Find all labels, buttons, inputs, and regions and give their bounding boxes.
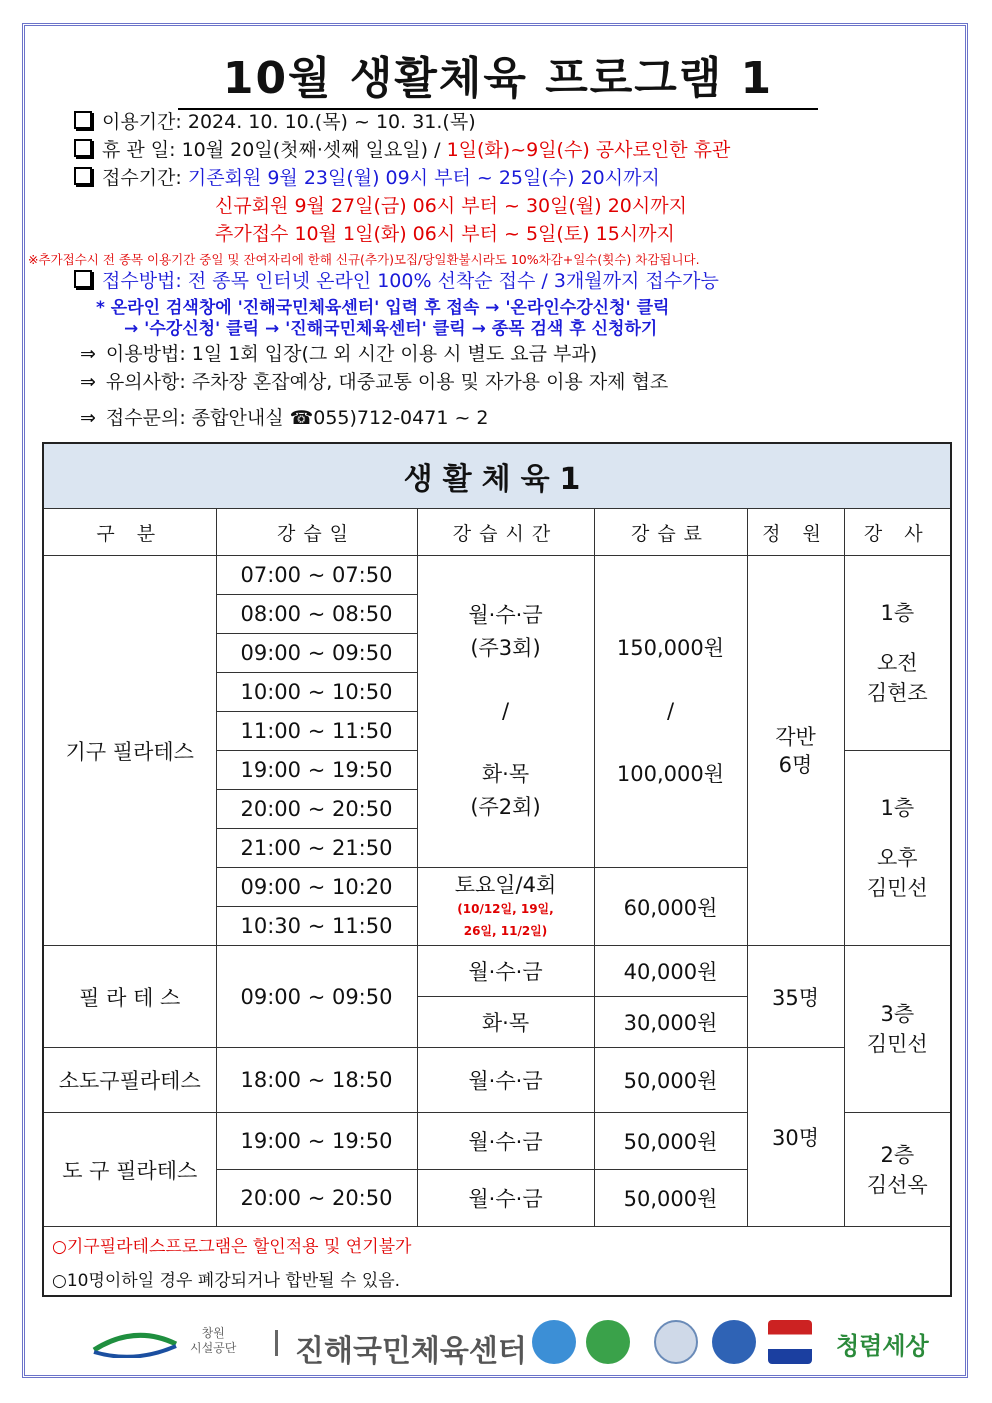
- days-tt-count: (주2회): [470, 795, 541, 819]
- time-slot: 20:00 ~ 20:50: [216, 1170, 417, 1227]
- time-slot: 10:00 ~ 10:50: [216, 673, 417, 712]
- time-slot: 07:00 ~ 07:50: [216, 556, 417, 595]
- header-fee: 강습료: [594, 509, 747, 556]
- closed-label: 휴 관 일:: [102, 139, 176, 161]
- table-header-row: [43, 509, 951, 556]
- time-slot: 11:00 ~ 11:50: [216, 712, 417, 751]
- instructor-floor: 1층: [880, 796, 915, 820]
- fee-small-equipment: 50,000원: [594, 1048, 747, 1113]
- time-slot: 10:30 ~ 11:50: [216, 907, 417, 946]
- time-slot: 09:00 ~ 10:20: [216, 868, 417, 907]
- time-slot: 09:00 ~ 09:50: [216, 634, 417, 673]
- corp-name: [190, 1326, 236, 1356]
- certification-badge-icon: [712, 1320, 756, 1364]
- capacity-label: 각반: [775, 724, 816, 749]
- method-step1: * 온라인 검색창에 '진해국민체육센터' 입력 후 접속 → '온라인수강신청' 클릭: [96, 298, 670, 318]
- arrow-icon: ⇒: [80, 407, 96, 429]
- registration-additional: 추가접수 10월 1일(화) 06시 부터 ~ 5일(토) 15시까지: [215, 223, 675, 245]
- center-name: 진해국민체육센터: [295, 1334, 527, 1369]
- corp-name-line2: 시설공단: [190, 1341, 237, 1355]
- instructor-morning: [844, 556, 951, 751]
- capacity-pilates: 35명: [747, 946, 844, 1048]
- capacity-30: 30명: [747, 1048, 844, 1227]
- usage-text: 이용방법: 1일 1회 입장(그 외 시간 이용 시 별도 요금 부과): [105, 343, 598, 365]
- days-mwf: 월·수·금: [417, 946, 594, 997]
- mascot-icon: [586, 1320, 630, 1364]
- days-mwf: 월·수·금: [417, 1170, 594, 1227]
- fee-saturday: 60,000원: [594, 868, 747, 946]
- time-slot: 19:00 ~ 19:50: [216, 1113, 417, 1170]
- instructor-floor: 2층: [880, 1142, 915, 1167]
- days-tt: 화·목: [417, 997, 594, 1048]
- arrow-icon: ⇒: [80, 343, 96, 365]
- time-slot: 21:00 ~ 21:50: [216, 829, 417, 868]
- instructor-session: 오전: [877, 651, 918, 675]
- fee-equipment: [594, 556, 747, 868]
- ccm-badge-icon: [654, 1320, 698, 1364]
- service-award-icon: [768, 1320, 812, 1364]
- instructor-name: 김민선: [866, 1032, 928, 1056]
- time-slot: 09:00 ~ 09:50: [216, 946, 417, 1048]
- instructor-2f: [844, 1113, 951, 1227]
- days-separator: /: [501, 699, 510, 723]
- fee-tt: 30,000원: [594, 997, 747, 1048]
- mascot-icon: [532, 1320, 576, 1364]
- days-mwf: 월·수·금: [468, 603, 543, 627]
- header-category: 구 분: [43, 509, 216, 556]
- info-caution: [80, 370, 668, 394]
- days-tt: 화·목: [481, 762, 530, 786]
- days-mwf: 월·수·금: [417, 1048, 594, 1113]
- instructor-3f: [844, 946, 951, 1113]
- fee-separator: /: [666, 699, 675, 723]
- clean-world-logo: 청렴세상: [836, 1332, 929, 1360]
- time-slot: 19:00 ~ 19:50: [216, 751, 417, 790]
- fee-mwf: 150,000원: [616, 636, 725, 660]
- fee-tool-a: 50,000원: [594, 1113, 747, 1170]
- saturday-dates: (10/12일, 19일,: [457, 901, 554, 916]
- instructor-name: 김현조: [866, 681, 928, 705]
- closed-notice: 1일(화)~9일(수) 공사로인한 휴관: [446, 139, 731, 161]
- table-banner: 생활체육1: [43, 443, 951, 509]
- capacity-equipment: [747, 556, 844, 946]
- checkbox-icon: [74, 139, 92, 157]
- method-text: 접수방법: 전 종목 인터넷 온라인 100% 선착순 접수 / 3개월까지 접수가능: [102, 270, 719, 292]
- info-registration: [74, 166, 660, 190]
- header-days: 강습시간: [417, 509, 594, 556]
- days-mwf: 월·수·금: [417, 1113, 594, 1170]
- footnote-cancel: ○10명이하일 경우 폐강되거나 합반될 수 있음.: [43, 1261, 951, 1296]
- info-contact: [80, 406, 489, 430]
- program-equipment-pilates: 기구 필라테스: [43, 556, 216, 946]
- program-pilates: 필 라 테 스: [43, 946, 216, 1048]
- footnote-discount: ○기구필라테스프로그램은 할인적용 및 연기불가: [43, 1227, 951, 1262]
- schedule-table: [42, 442, 952, 1297]
- page-title: 10월 생활체육 프로그램 1: [178, 50, 818, 110]
- time-slot: 08:00 ~ 08:50: [216, 595, 417, 634]
- info-usage: [80, 342, 597, 366]
- header-time: 강습일: [216, 509, 417, 556]
- instructor-name: 김선옥: [866, 1172, 928, 1197]
- registration-label: 접수기간:: [102, 167, 182, 189]
- period-value: 2024. 10. 10.(목) ~ 10. 31.(목): [187, 111, 476, 133]
- header-instructor: 강 사: [844, 509, 951, 556]
- contact-text: 접수문의: 종합안내실 ☎055)712-0471 ~ 2: [105, 407, 489, 429]
- closed-value: 10월 20일(첫째·셋째 일요일) /: [181, 139, 441, 161]
- saturday-label: 토요일/4회: [454, 872, 557, 897]
- days-saturday: [417, 868, 594, 946]
- method-step2: → '수강신청' 클릭 → '진해국민체육센터' 클릭 → 종목 검색 후 신청하기: [124, 319, 658, 339]
- checkbox-icon: [74, 111, 92, 129]
- corp-name-line1: 창원: [201, 1326, 225, 1340]
- time-slot: 18:00 ~ 18:50: [216, 1048, 417, 1113]
- instructor-name: 김민선: [866, 876, 928, 900]
- time-slot: 20:00 ~ 20:50: [216, 790, 417, 829]
- capacity-value: 6명: [778, 752, 813, 777]
- days-equipment: [417, 556, 594, 868]
- registration-note: ※추가접수시 전 종목 이용기간 중일 및 잔여자리에 한해 신규(추가)모집/당일환불시라도 10%차감+일수(횟수) 차감됩니다.: [28, 252, 700, 267]
- checkbox-icon: [74, 270, 92, 288]
- header-capacity: 정 원: [747, 509, 844, 556]
- caution-text: 유의사항: 주차장 혼잡예상, 대중교통 이용 및 자가용 이용 자제 협조: [105, 371, 669, 393]
- footer: [80, 1318, 940, 1368]
- instructor-floor: 1층: [880, 601, 915, 625]
- program-tool-pilates: 도 구 필라테스: [43, 1113, 216, 1227]
- changwon-logo-icon: [90, 1330, 180, 1358]
- saturday-dates: 26일, 11/2일): [463, 923, 548, 938]
- info-period: [74, 110, 476, 134]
- registration-existing: 기존회원 9월 23일(월) 09시 부터 ~ 25일(수) 20시까지: [187, 167, 660, 189]
- instructor-floor: 3층: [880, 1002, 915, 1026]
- fee-tt: 100,000원: [616, 762, 725, 786]
- registration-new: 신규회원 9월 27일(금) 06시 부터 ~ 30일(월) 20시까지: [215, 195, 687, 217]
- instructor-afternoon: [844, 751, 951, 946]
- info-closed: [74, 138, 730, 162]
- period-label: 이용기간:: [102, 111, 182, 133]
- arrow-icon: ⇒: [80, 371, 96, 393]
- instructor-session: 오후: [877, 846, 918, 870]
- divider: [275, 1330, 278, 1356]
- program-small-equipment-pilates: 소도구필라테스: [43, 1048, 216, 1113]
- info-method: [74, 269, 719, 293]
- fee-tool-b: 50,000원: [594, 1170, 747, 1227]
- fee-mwf: 40,000원: [594, 946, 747, 997]
- days-mwf-count: (주3회): [470, 636, 541, 660]
- checkbox-icon: [74, 167, 92, 185]
